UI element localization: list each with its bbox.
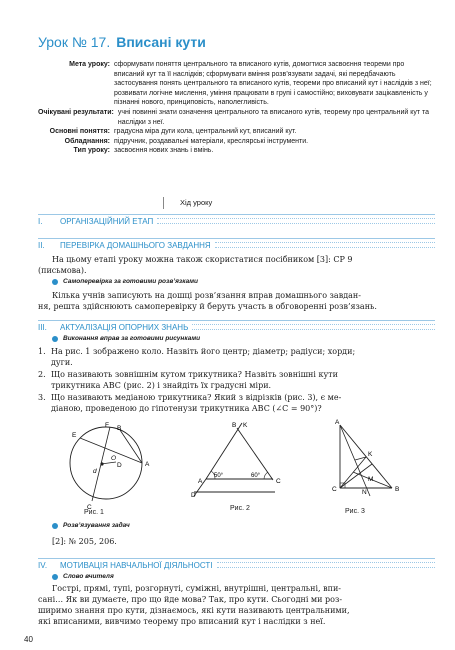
- label-A: A: [145, 461, 150, 468]
- concepts-label: Основні поняття:: [49, 128, 110, 136]
- section-4-title: МОТИВАЦІЯ НАВЧАЛЬНОЇ ДІЯЛЬНОСТІ: [60, 560, 213, 570]
- label-D: D: [191, 492, 196, 499]
- section-3-num: III.: [38, 322, 47, 332]
- actualization-sub-text: Виконання вправ за готовими рисунками: [63, 335, 201, 342]
- homework-para-2: [38, 290, 433, 312]
- section-divider: [192, 324, 435, 330]
- section-2-title: ПЕРЕВІРКА ДОМАШНЬОГО ЗАВДАННЯ: [60, 240, 211, 250]
- question-3-number: 3.: [38, 393, 46, 402]
- label-C: C: [332, 486, 337, 493]
- homework-p2-line1: Кілька учнів записують на дошці розв’язання вправ домашнього завдан-: [52, 291, 361, 300]
- figure-3-caption: Рис. 3: [345, 508, 365, 515]
- type-text: засвоєння нових знань і вмінь.: [114, 147, 214, 155]
- motivation-subheading: [52, 573, 114, 580]
- tasks-text: [2]: № 205, 206.: [52, 537, 117, 546]
- concepts-text: градусна міра дуги кола, центральний кут, вписаний кут.: [114, 128, 297, 136]
- figure-3-right-triangle: [322, 418, 412, 508]
- question-3-line1: Що називають медіаною трикутника? Який з відрізків (рис. 3), є ме-: [51, 393, 342, 402]
- motivation-line1: Гострі, прямі, тупі, розгорнуті, суміжні, внутрішні, центральні, впи-: [52, 584, 341, 593]
- label-K: K: [368, 451, 373, 458]
- section-3-title: АКТУАЛІЗАЦІЯ ОПОРНИХ ЗНАНЬ: [60, 322, 189, 332]
- motivation-text: [38, 583, 433, 627]
- lesson-name: Вписані кути: [116, 34, 206, 50]
- homework-p1-line1: На цьому етапі уроку можна також скористатися посібником [3]: СР 9: [52, 255, 353, 264]
- label-K: K: [243, 422, 248, 429]
- angle-50: 50°: [214, 473, 224, 479]
- label-O: O: [111, 455, 117, 462]
- lesson-number: Урок № 17.: [38, 34, 111, 50]
- results-text: учні повинні знати означення центрального та вписаного кутів, теорему про центральний кут та наслідки з неї.: [117, 108, 430, 126]
- question-2-line2: трикутника ABC (рис. 2) і знайдіть їх градусні міри.: [51, 381, 272, 390]
- goal-text: сформувати поняття центрального та вписаного кутів, домогтися засвоєння теореми про вписаний кут та її наслідків; сформувати вміння розв’язувати задачі, які передбачають застосування понять центрального та вписаного кутів, теореми про вписаний кут і наслідків з неї; розвивати логічне мислення, уміння працювати в групі і самостійно; виховувати зацікавленість у пізнанні нового, принциповість, наполегливість.: [114, 61, 432, 107]
- section-3-header: [38, 320, 435, 332]
- equipment-text: підручник, роздавальні матеріали, креслярські інструменти.: [114, 137, 309, 145]
- section-1-title: ОРГАНІЗАЦІЙНИЙ ЕТАП: [60, 216, 154, 226]
- section-divider: [217, 562, 436, 568]
- label-A: A: [335, 419, 340, 426]
- page-number: 40: [24, 635, 33, 644]
- actualization-subheading: [52, 335, 200, 342]
- section-4-header: [38, 558, 435, 570]
- bullet-icon: [52, 574, 58, 580]
- homework-para-1: [38, 254, 433, 276]
- homework-p1-line2: (письмова).: [38, 266, 87, 275]
- section-1-num: I.: [38, 216, 43, 226]
- median-line: [340, 457, 366, 488]
- goal-label: Мета уроку:: [69, 61, 110, 68]
- figure-2-triangle: [188, 420, 298, 500]
- label-C: C: [87, 504, 92, 511]
- label-B: B: [395, 486, 400, 493]
- section-divider: [157, 218, 435, 224]
- motivation-line2: сані… Як ви думаєте, про що йде мова? Так, про кути. Сьогодні ми роз-: [38, 595, 343, 604]
- homework-p2-line2: ня, решта здійснюють самоперевірку й беруть участь в обговоренні розв’язань.: [38, 302, 377, 311]
- side-ab: [206, 423, 242, 479]
- label-A: A: [198, 478, 203, 485]
- tasks-sub-text: Розв’язування задач: [63, 522, 130, 529]
- label-E: E: [72, 432, 77, 439]
- motivation-line3: ширимо знання про кути, дізнаємось, які кути називають центральними,: [38, 606, 350, 615]
- question-1-line2: дуги.: [51, 358, 73, 367]
- section-4-num: IV.: [38, 560, 48, 570]
- course-label: Хід уроку: [163, 197, 455, 209]
- angle-arc: [264, 472, 268, 479]
- question-3: [38, 392, 433, 414]
- bullet-icon: [52, 523, 58, 529]
- center-point: [100, 462, 103, 465]
- question-2: [38, 369, 433, 391]
- type-label: Тип уроку:: [73, 147, 110, 155]
- segment-line: [340, 425, 370, 496]
- angle-60: 60°: [251, 473, 261, 479]
- homework-subheading: [52, 278, 198, 285]
- homework-sub-text: Самоперевірка за готовими розв’язками: [63, 278, 198, 285]
- lesson-meta: [38, 60, 433, 156]
- label-B: B: [232, 422, 237, 429]
- section-1-header: [38, 214, 435, 226]
- figure-2-caption: Рис. 2: [230, 505, 250, 512]
- chord-line: [120, 430, 142, 463]
- question-2-line1: Що називають зовнішнім кутом трикутника? Назвіть зовнішні кути: [51, 370, 338, 379]
- figure-1-caption: Рис. 1: [84, 509, 104, 516]
- results-label: Очікувані результати:: [38, 108, 114, 116]
- label-B: B: [117, 425, 122, 432]
- question-1: [38, 346, 433, 368]
- motivation-sub-text: Слово вчителя: [63, 573, 114, 580]
- lesson-title: [38, 34, 206, 50]
- bullet-icon: [52, 336, 58, 342]
- label-D: D: [117, 462, 122, 469]
- label-N: N: [362, 489, 367, 496]
- label-d: d: [93, 468, 97, 475]
- section-2-num: II.: [38, 240, 45, 250]
- tasks-subheading: [52, 522, 130, 529]
- question-3-line2: діаною, проведеною до гіпотенузи трикутника ABC (∠C = 90°)?: [51, 404, 322, 413]
- section-divider: [215, 242, 435, 248]
- motivation-line4: які вписаними, вивчимо теорему про вписаний кут і наслідки з неї.: [38, 617, 326, 626]
- label-F: F: [105, 422, 109, 429]
- question-1-line1: На рис. 1 зображено коло. Назвіть його центр; діаметр; радіуси; хорди;: [51, 347, 356, 356]
- equipment-label: Обладнання:: [64, 137, 110, 145]
- figure-1-circle: [58, 422, 158, 512]
- label-M: M: [368, 476, 374, 483]
- label-C: C: [276, 478, 281, 485]
- bullet-icon: [52, 279, 58, 285]
- question-1-number: 1.: [38, 347, 46, 356]
- section-2-header: [38, 238, 435, 250]
- question-2-number: 2.: [38, 370, 46, 379]
